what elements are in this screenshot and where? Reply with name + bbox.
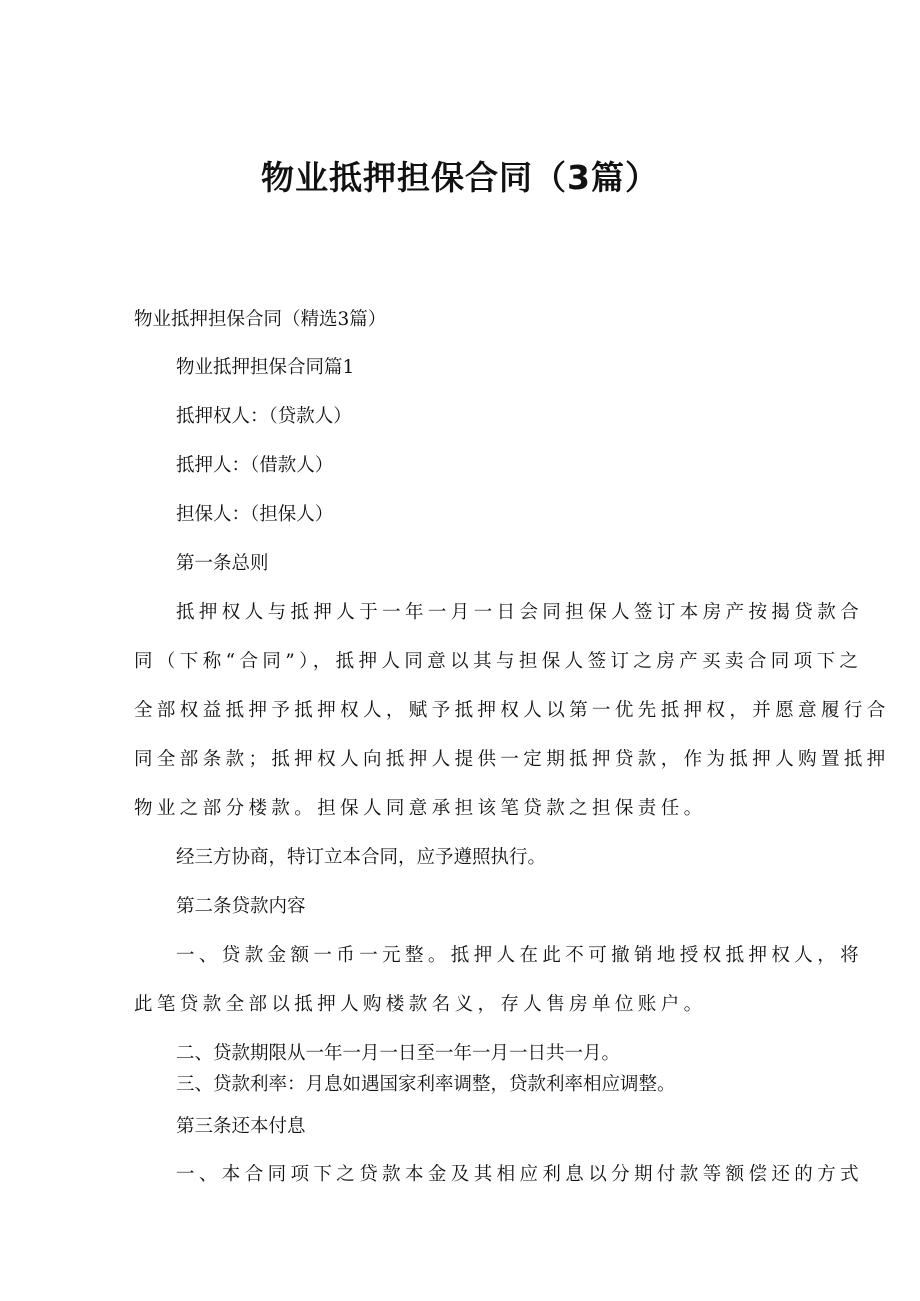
paragraph-line: 一、本合同项下之贷款本金及其相应利息以分期付款等额偿还的方式 — [176, 1164, 864, 1185]
document-subtitle: 物业抵押担保合同（精选3篇） — [134, 309, 387, 330]
guarantor-line: 担保人：（担保人） — [176, 504, 334, 525]
paragraph-line: 同全部条款；抵押权人向抵押人提供一定期抵押贷款，作为抵押人购置抵押 — [134, 749, 890, 770]
mortgagee-line: 抵押权人：（贷款人） — [176, 406, 352, 427]
paragraph-line: 三、贷款利率：月息如遇国家利率调整，贷款利率相应调整。 — [176, 1074, 676, 1095]
paragraph-line: 此笔贷款全部以抵押人购楼款名义，存人售房单位账户。 — [134, 994, 707, 1015]
paragraph-line: 物业之部分楼款。担保人同意承担该笔贷款之担保责任。 — [134, 798, 707, 819]
article-heading: 第二条贷款内容 — [176, 896, 306, 917]
paragraph-line: 全部权益抵押予抵押权人，赋予抵押权人以第一优先抵押权，并愿意履行合 — [134, 700, 890, 721]
section-heading: 物业抵押担保合同篇1 — [176, 357, 355, 378]
mortgagor-line: 抵押人：（借款人） — [176, 455, 334, 476]
article-heading: 第一条总则 — [176, 553, 269, 574]
paragraph-line: 同（下称“合同”），抵押人同意以其与担保人签订之房产买卖合同项下之 — [134, 651, 863, 672]
paragraph-line: 经三方协商，特订立本合同，应予遵照执行。 — [176, 847, 547, 868]
document-title: 物业抵押担保合同（3篇） — [261, 158, 659, 197]
paragraph-line: 一、贷款金额一币一元整。抵押人在此不可撤销地授权抵押权人，将 — [176, 945, 864, 966]
article-heading: 第三条还本付息 — [176, 1116, 306, 1137]
paragraph-line: 抵押权人与抵押人于一年一月一日会同担保人签订本房产按揭贷款合 — [176, 602, 864, 623]
paragraph-line: 二、贷款期限从一年一月一日至一年一月一日共一月。 — [176, 1043, 621, 1064]
